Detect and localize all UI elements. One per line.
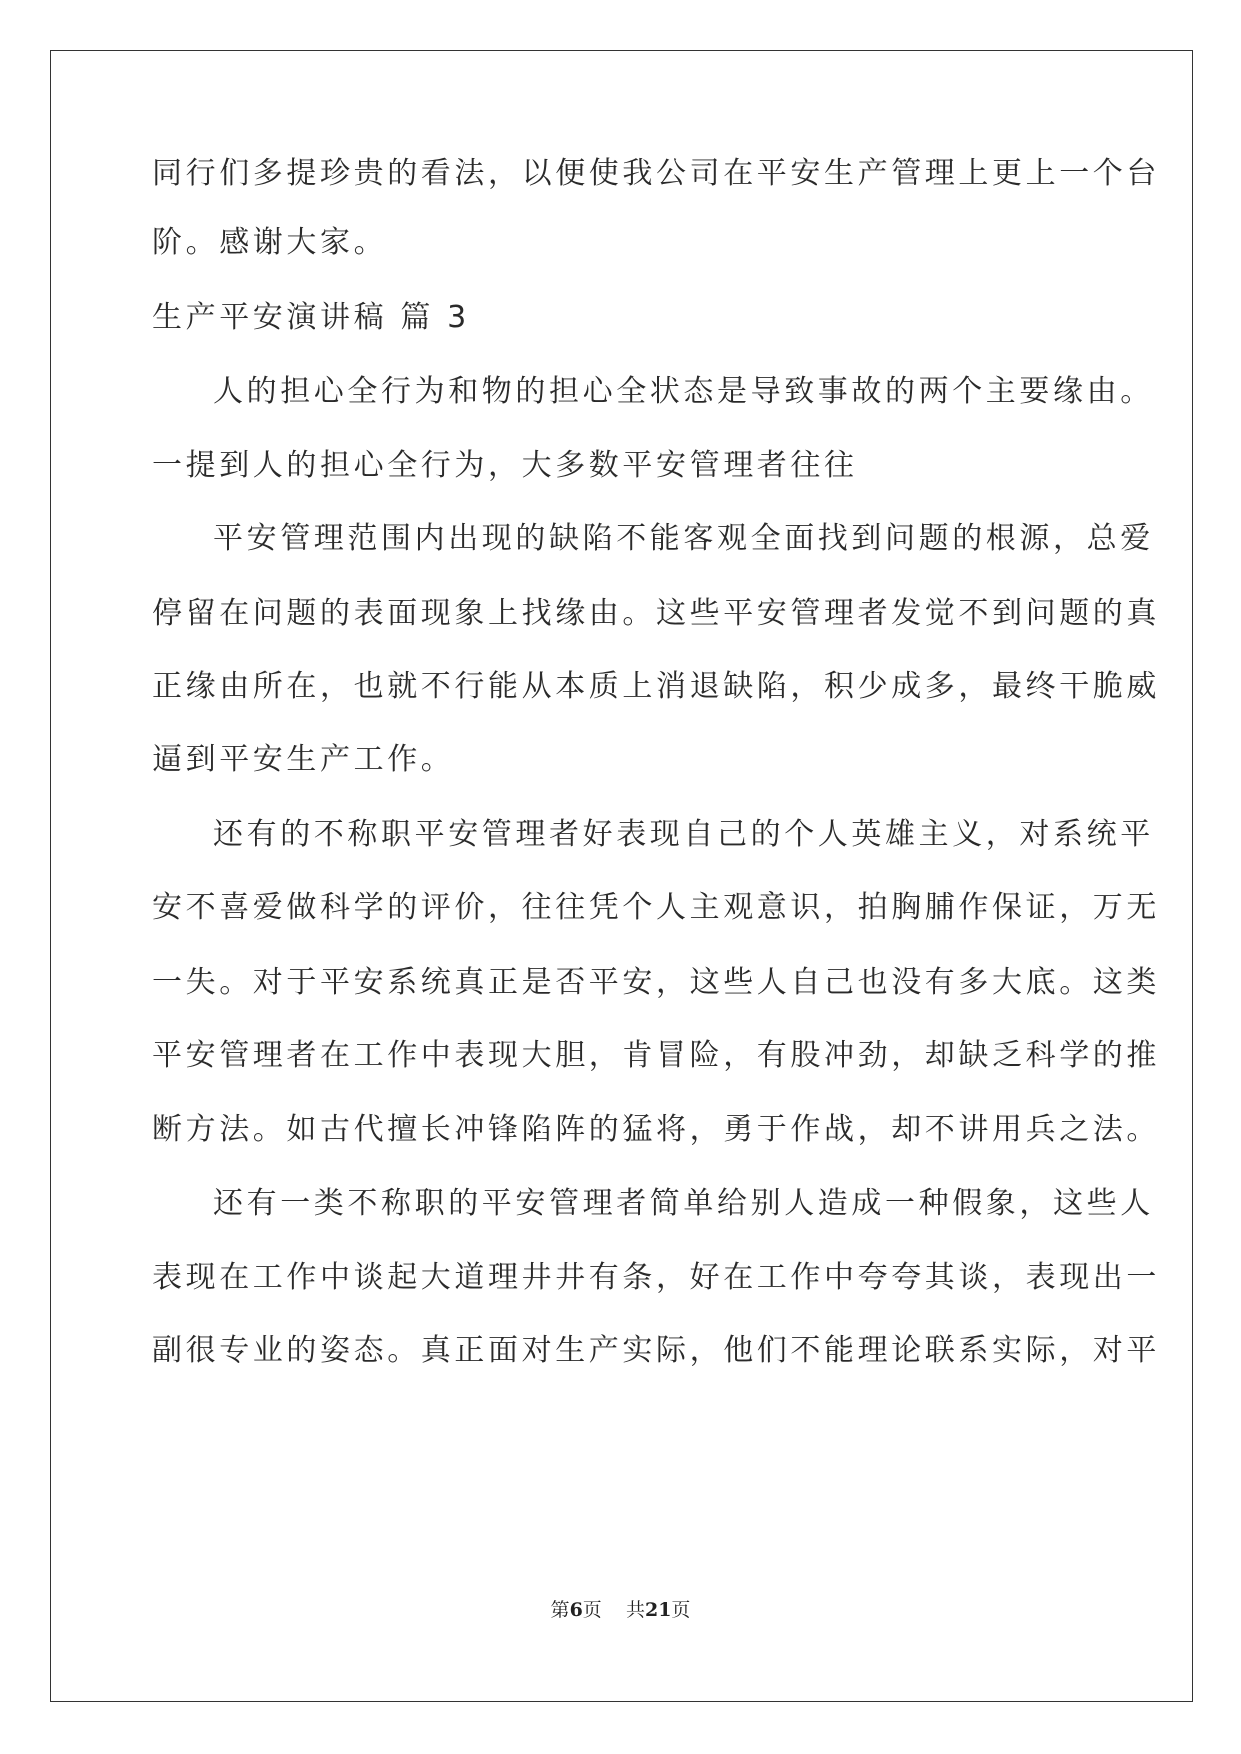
paragraph-start: 还有的不称职平安管理者好表现自己的个人英雄主义，对系统平 — [213, 817, 1154, 852]
body-line: 一失。对于平安系统真正是否平安，这些人自己也没有多大底。这类 — [152, 965, 1160, 1000]
body-line: 逼到平安生产工作。 — [152, 742, 455, 777]
footer-suffix: 页 — [671, 1599, 691, 1621]
page-footer — [0, 1598, 1241, 1622]
current-page-number: 6 — [569, 1599, 583, 1621]
paragraph-start: 还有一类不称职的平安管理者简单给别人造成一种假象，这些人 — [213, 1186, 1154, 1221]
paragraph-start: 平安管理范围内出现的缺陷不能客观全面找到问题的根源，总爱 — [213, 521, 1154, 556]
body-line: 断方法。如古代擅长冲锋陷阵的猛将，勇于作战，却不讲用兵之法。 — [152, 1112, 1160, 1147]
footer-prefix: 第 — [550, 1599, 570, 1621]
section-heading: 生产平安演讲稿 篇 3 — [152, 300, 470, 335]
total-pages-number: 21 — [644, 1599, 672, 1621]
paragraph-start: 人的担心全行为和物的担心全状态是导致事故的两个主要缘由。 — [213, 374, 1154, 409]
body-line: 一提到人的担心全行为，大多数平安管理者往往 — [152, 448, 858, 483]
body-line: 安不喜爱做科学的评价，往往凭个人主观意识，拍胸脯作保证，万无 — [152, 890, 1160, 925]
body-line: 同行们多提珍贵的看法，以便使我公司在平安生产管理上更上一个台 — [152, 156, 1160, 191]
body-line: 停留在问题的表面现象上找缘由。这些平安管理者发觉不到问题的真 — [152, 596, 1160, 631]
footer-middle: 页 共 — [582, 1599, 645, 1621]
body-line: 表现在工作中谈起大道理井井有条，好在工作中夸夸其谈，表现出一 — [152, 1260, 1160, 1295]
body-line: 平安管理者在工作中表现大胆，肯冒险，有股冲劲，却缺乏科学的推 — [152, 1038, 1160, 1073]
body-line: 阶。感谢大家。 — [152, 225, 388, 260]
body-line: 正缘由所在，也就不行能从本质上消退缺陷，积少成多，最终干脆威 — [152, 669, 1160, 704]
body-line: 副很专业的姿态。真正面对生产实际，他们不能理论联系实际，对平 — [152, 1333, 1160, 1368]
